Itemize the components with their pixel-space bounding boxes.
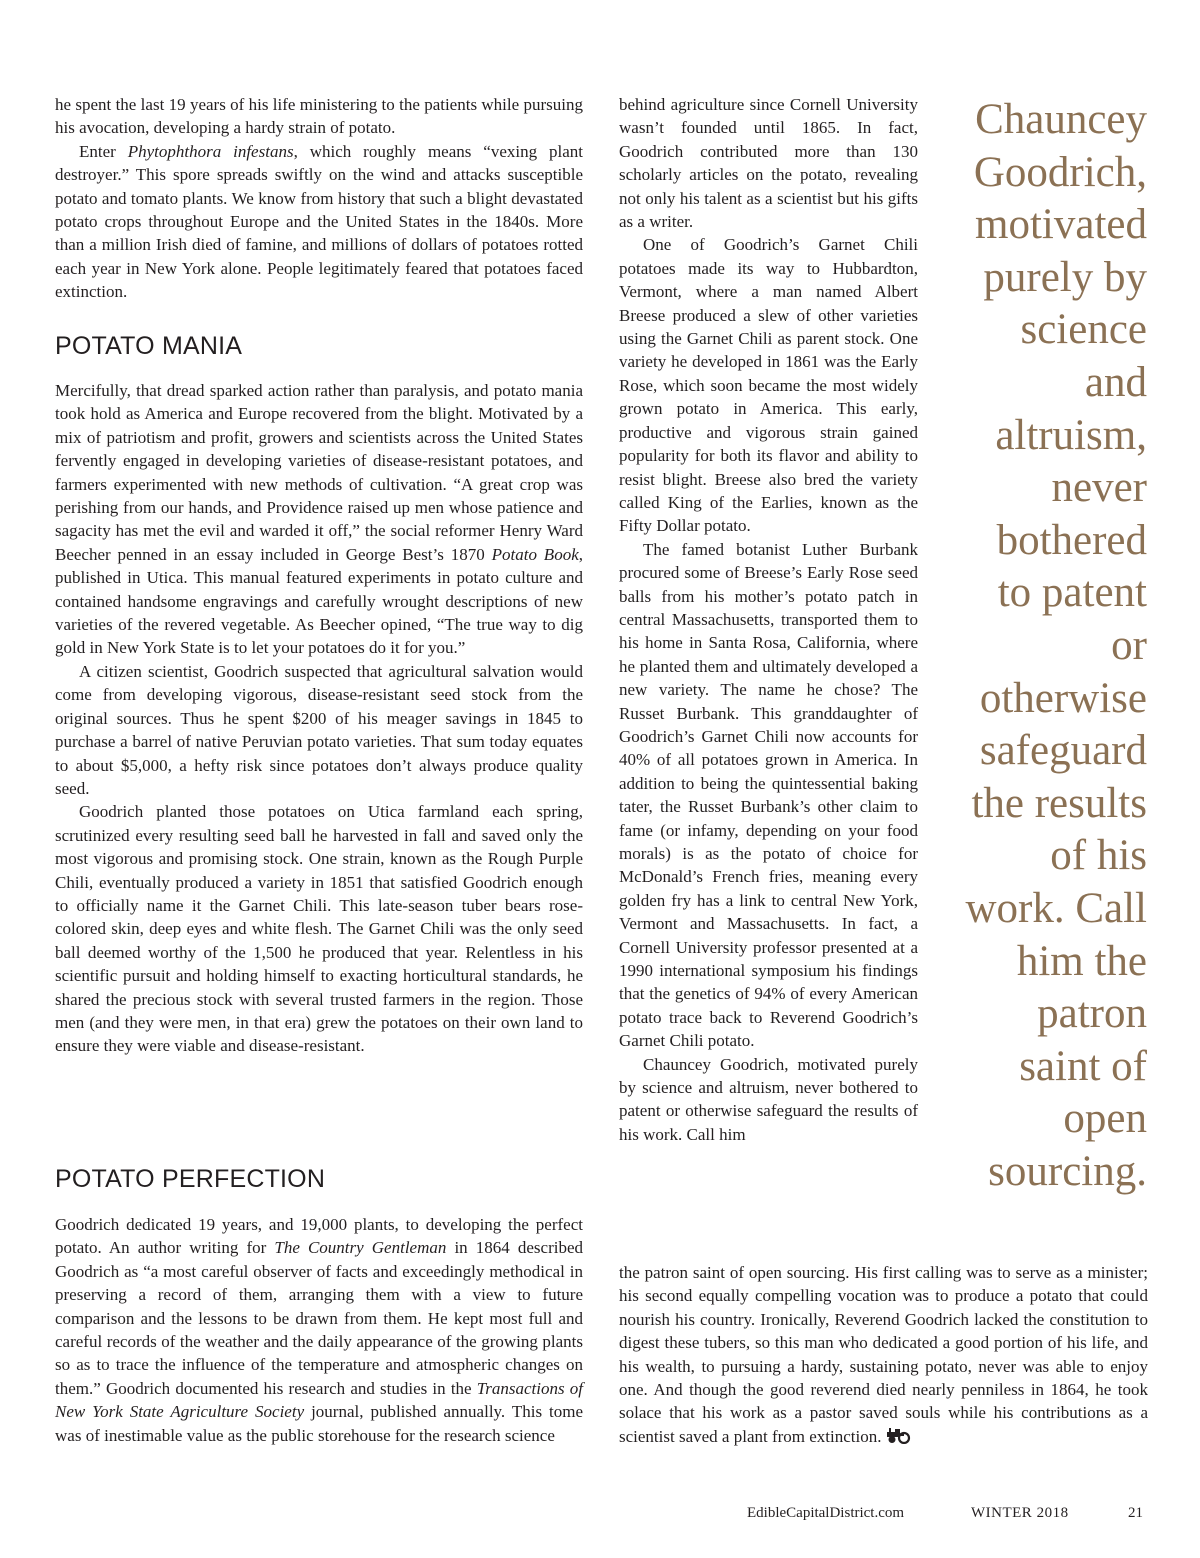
species-name: Phytophthora infestans — [127, 141, 294, 161]
paragraph-perfection — [55, 1213, 583, 1447]
pull-quote-line: the results — [971, 779, 1147, 827]
paragraph-breese: One of Goodrich’s Garnet Chili potatoes made its way to Hubbardton, Vermont, where a man named Albert Breese produced a slew of other varieties using the Garnet Chili as parent stock. One variety he developed in 1861 was the Early Rose, which soon became the most widely grown potato in America. This early, productive and vigorous strain gained popularity for both its flavor and ability to resist blight. Breese also bred the variety called King of the Earlies, known as the Fifty Dollar potato. — [619, 235, 918, 536]
footer-site: EdibleCapitalDistrict.com — [747, 1505, 905, 1521]
pull-quote-line: never — [1051, 464, 1147, 512]
pull-quote-line: of his — [1050, 832, 1147, 880]
pull-quote-line: or — [1111, 621, 1147, 669]
publication-title: The Country Gentleman — [274, 1238, 447, 1258]
pull-quote-line: Goodrich, — [973, 148, 1147, 196]
paragraph-burbank: The famed botanist Luther Burbank procured some of Breese’s Early Rose seed balls from his mother’s potato patch in central Massachusetts, transported them to his home in Santa Rosa, California, where he planted them and ultimately developed a new variety. The name he chose? The Russet Burbank. This granddaughter of Goodrich’s Garnet Chili now accounts for 40% of all potatoes grown in America. In addition to being the quintessential baking tater, the Russet Burbank’s other claim to fame (or infamy, depending on your food morals) is as the potato of choice for McDonald’s French fries, meaning every golden fry has a link to central New York, Vermont and Massachusetts. In fact, a Cornell University professor presented at a 1990 international symposium his findings that the genetics of 94% of every American potato trace back to Reverend Goodrich’s Garnet Chili potato. — [619, 539, 918, 1051]
tractor-icon — [886, 1427, 912, 1450]
text-run: journal, published annually. This tome was of inestimable value as the public storehouse for the research science — [55, 1402, 584, 1445]
paragraph-blight — [55, 140, 583, 304]
journal-title: Transactions of New York State Agriculture Society — [55, 1378, 583, 1422]
pull-quote-line: safeguard — [979, 727, 1147, 775]
paragraph-mania-2: A citizen scientist, Goodrich suspected that agricultural salvation would come from developing vigorous, disease-resistant seed stock from the original sources. Thus he spent $200 of his meager savings in 1845 to purchase a barrel of native Peruvian potato varieties. That sum today equates to about $5,000, a hefty risk since potatoes don’t always produce quality seed. — [55, 661, 583, 798]
pull-quote-line: saint of — [1019, 1042, 1147, 1090]
pull-quote-line: to patent — [997, 569, 1147, 617]
text-run: Goodrich dedicated 19 years, and 19,000 plants, to developing the perfect potato. An author writing for — [55, 1215, 583, 1258]
section-heading-potato-perfection: POTATO PERFECTION — [55, 1165, 326, 1193]
text-run: , published in Utica. This manual featured experiments in potato culture and contained handsome engravings and carefully wrought descriptions of new varieties of the revered vegetable. As Beecher opined, “The true way to dig gold in New York State is to let your potatoes do it for you.” — [55, 544, 583, 658]
text-run: , which roughly means “vexing plant destroyer.” This spore spreads swiftly on the wind and attacks susceptible potato and tomato plants. We know from history that such a blight devastated potato crops throughout Europe and the United States in the 1840s. More than a million Irish died of famine, and millions of dollars of potatoes rotted each year in New York alone. People legitimately feared that potatoes faced extinction. — [55, 141, 583, 302]
pull-quote-line: Chauncey — [975, 96, 1147, 143]
book-title: Potato Book — [491, 544, 579, 564]
pull-quote-line: otherwise — [979, 674, 1147, 722]
column-2-bottom — [619, 1261, 1148, 1450]
paragraph-intro: he spent the last 19 years of his life ministering to the patients while pursuing his avocation, developing a hardy strain of potato. — [55, 95, 583, 138]
text-run: Mercifully, that dread sparked action rather than paralysis, and potato mania took hold as America and Europe recovered from the blight. Motivated by a mix of patriotism and profit, growers and scientists across the United States fervently engaged in developing varieties of disease-resistant potatoes, and farmers experimented with new methods of cultivation. “A great crop was perishing from our hands, and Providence raised up men whose patience and sagacity has met the evil and warded it off,” the social reformer Henry Ward Beecher penned in an essay included in George Best’s 1870 — [55, 381, 583, 564]
column-1-perfection — [55, 1213, 583, 1447]
pull-quote-line: and — [1084, 358, 1147, 406]
footer-issue: WINTER 2018 — [971, 1505, 1069, 1521]
column-1-mania — [55, 379, 583, 1058]
pull-quote-line: him the — [1016, 937, 1147, 985]
pull-quote-line: motivated — [975, 201, 1147, 249]
pull-quote — [917, 94, 1147, 1198]
paragraph-mania-1 — [55, 379, 583, 660]
text-run: the patron saint of open sourcing. His first calling was to serve as a minister; his second equally compelling vocation was to produce a potato that could nourish his country. Ironically, Reverend Goodrich lacked the constitution to digest these tubers, so this man who dedicated a good portion of his life, and his wealth, to pursuing a hardy, sustaining potato, never was able to enjoy one. And though the good reverend died nearly penniless in 1864, he took solace that his work as a pastor saved souls while his contributions as a scientist saved a plant from extinction. — [619, 1263, 1148, 1446]
pull-quote-line: open — [1063, 1095, 1147, 1143]
paragraph-final-narrow: Chauncey Goodrich, motivated purely by science and altruism, never bothered to patent or otherwise safeguard the results of his work. Call him — [619, 1054, 918, 1144]
paragraph-continued: behind agriculture since Cornell University wasn’t founded until 1865. In fact, Goodrich contributed more than 130 scholarly articles on the potato, revealing not only his talent as a scientist but his gifts as a writer. — [619, 95, 918, 232]
text-run: in 1864 described Goodrich as “a most careful observer of facts and exceedingly methodical in preserving a record of them, arranging them with a view to future comparison and the lessons to be drawn from them. He kept most full and careful records of the weather and the daily appearance of the growing plants so as to trace the influence of the temperature and atmospheric changes on them.” Goodrich documented his research and studies in the — [55, 1238, 583, 1398]
paragraph-mania-3: Goodrich planted those potatoes on Utica farmland each spring, scrutinized every resulting seed ball he harvested in fall and saved only the most vigorous and promising stock. One strain, known as the Rough Purple Chili, eventually produced a variety in 1851 that satisfied Goodrich enough to officially name it the Garnet Chili. This late-season tuber bears rose-colored skin, deep eyes and white flesh. The Garnet Chili was the only seed ball deemed worthy of the 1,500 he produced that year. Relentless in his scientific pursuit and holding himself to exacting horticultural standards, he shared the precious stock with several trusted farmers in the region. Those men (and they were men, in that era) grew the potatoes on their own land to ensure they were viable and disease-resistant. — [55, 802, 583, 1056]
paragraph-final-wide — [619, 1261, 1148, 1450]
column-2-top — [619, 93, 918, 1146]
page-number: 21 — [1128, 1505, 1143, 1521]
pull-quote-line: altruism, — [995, 411, 1147, 459]
pull-quote-line: patron — [1037, 990, 1147, 1038]
pull-quote-line: purely by — [983, 253, 1147, 301]
pull-quote-line: bothered — [996, 516, 1147, 564]
pull-quote-line: sourcing. — [988, 1147, 1147, 1195]
pull-quote-line: work. Call — [965, 884, 1147, 932]
pull-quote-line: science — [1020, 306, 1147, 354]
column-1-top — [55, 93, 583, 304]
text-run: Enter — [79, 141, 128, 161]
section-heading-potato-mania: POTATO MANIA — [55, 332, 243, 360]
